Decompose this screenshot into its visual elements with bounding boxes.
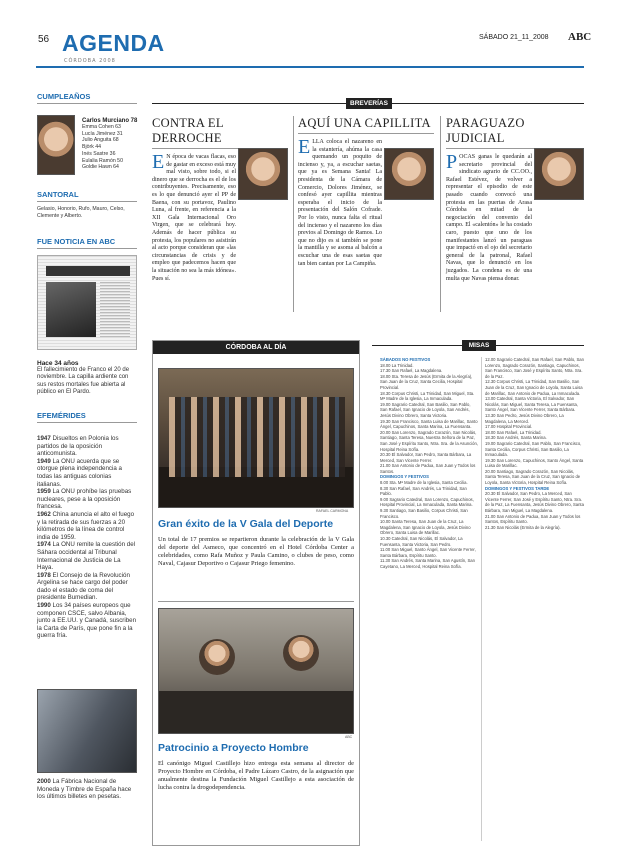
misas-entry: 19.30 San Francisco, Santa Luisa de Marillac, Santo Ángel, Capuchinos, Santa Marina, La Fuensanta. xyxy=(380,418,478,430)
misas-entry: 13.30 San Pedro, Jesús Divino Obrero, La Magdalena, La Merced. xyxy=(485,412,564,424)
misas-entry: 8.00 Sta. Mª Madre de la Iglesia, Santa Cecilia. xyxy=(380,480,468,486)
portrait-rafael-estevez xyxy=(534,148,584,200)
fue-noticia-block xyxy=(37,237,137,249)
efemeride-text: Disueltos en Polonia los partidos de la oposición anticomunista. xyxy=(37,435,119,458)
brief-dropcap: P xyxy=(446,151,458,173)
birthday-5: Inés Sastre 36 xyxy=(82,150,116,157)
misas-entry: 10.00 Santa Teresa, San Juan de la Cruz, La Magdalena, San Ignacio de Loyola, Jesús Divino Obrero, Santa Luisa de Marillac. xyxy=(380,519,471,536)
brief-dropcap: E xyxy=(152,151,165,173)
gala-deporte-photo xyxy=(158,368,354,508)
brief-col-3 xyxy=(446,116,584,283)
fue-noticia-heading: Hace 34 años xyxy=(37,360,79,367)
birthday-list xyxy=(82,118,142,171)
fue-noticia-title: FUE NOTICIA EN ABC xyxy=(37,237,116,246)
efemerides-photo xyxy=(37,689,137,773)
efemeride-year: 1947 xyxy=(37,435,51,442)
misas-entry: 12.30 Corpus Christi, La Trinidad, San Basilio, San Juan de la Cruz, San Ignacio de Loyola, Santa Luisa de Marillac, San Antonio de Padua, La Inmaculada. xyxy=(485,379,583,396)
clipping-headline xyxy=(46,266,130,276)
misas-label: MISAS xyxy=(462,340,496,351)
birthday-1: Emma Cohen 63 xyxy=(82,124,121,130)
photo-credit: RAFAEL CARMONA xyxy=(316,509,349,513)
efemeride-2 xyxy=(37,458,137,488)
portrait-dolores-jimenez xyxy=(384,148,434,200)
abc-logo: ABC xyxy=(568,31,592,43)
efemeride-6 xyxy=(37,572,137,602)
story-text: Un total de 17 premios se repartieron durante la celebración de la V Gala del deporte del Asmeco, que concentró en el Hotel Córdoba Center a celebridades, como Rafa Muñoz y Paula Camino, o clubes de peso, como Naval, Cajasur Deportivo o Cajasur Priego femenino. xyxy=(158,536,354,567)
divider xyxy=(298,133,434,134)
efemeride-4 xyxy=(37,511,137,541)
misas-entry: 11.00 San Miguel, Santo Ángel, San Vicente Ferrer, Santa Bárbara, Espíritu Santo. xyxy=(380,547,476,558)
brief-col-2 xyxy=(298,116,434,268)
section-title: AGENDA xyxy=(62,30,165,56)
efemeride-text: La ONU prohíbe las pruebas nucleares, pese a la oposición francesa. xyxy=(37,488,132,511)
efemeride-1 xyxy=(37,435,137,458)
left-sidebar xyxy=(37,92,137,104)
misas-col-2 xyxy=(485,357,584,841)
misas-entry: SÁBADOS NO FESTIVOS xyxy=(380,357,431,362)
breverias-label: BREVERÍAS xyxy=(346,98,392,109)
photo-table xyxy=(159,691,353,733)
misas-entry: 19.00 Sagrario Catedral, San Pablo, San Francisco, Santa Cecilia, Corpus Christi, San Basilio, La Inmaculada. xyxy=(485,440,582,458)
birthday-6: Eulalia Ramón 50 xyxy=(82,157,123,164)
efemeride-year: 1959 xyxy=(37,488,51,496)
efemeride-text: La ONU acuerda que se otorgue plena independencia a todas las antiguas colonias italianas. xyxy=(37,457,122,488)
misas-entry: 20.30 El Salvador, San Pedro, La Merced, San Vicente Ferrer, San José y Espíritu Santo, Ntra. Sra. de la Paz, La Fuensanta, Jesús Divino Obrero, Santa Bárbara, San Miguel, La Magdalena. xyxy=(485,491,584,514)
efemeride-year: 1974 xyxy=(37,541,51,549)
misas-entry: 9.30 Santiago, San Basilio, Corpus Christi, San Francisco. xyxy=(380,508,468,519)
misas-entry: 8.30 San Rafael, San Andrés, La Trinidad, San Pablo. xyxy=(380,485,467,497)
misas-entry: 19.00 Sagrario Catedral, San Basilio, San Pablo, San Rafael, San Ignacio de Loyola, San Andrés, Jesús Divino Obrero, Santa Victoria. xyxy=(380,401,471,418)
section-subtitle: CÓRDOBA 2008 xyxy=(64,58,116,64)
divider xyxy=(158,601,354,602)
efemerides-block xyxy=(37,411,137,640)
divider xyxy=(37,103,137,104)
misas-entry: 21.00 San Antonio de Padua, San Juan y Todos los Santos. xyxy=(380,463,476,474)
divider xyxy=(37,248,137,249)
efemeride-year: 2000 xyxy=(37,778,51,785)
page-number: 56 xyxy=(38,34,50,45)
brief-text: OCAS ganas le quedarán al secretario provincial del sindicato agrario de CC.OO., Rafael Estévez, de volver a representar el episodio de este pasado cuando convocó una protesta en las puertas de Arasa Córdoba en mitad de la negociación del convenio del campo. El «calentón» le ha costado caro, puesto que uno de los manifestantes lanzó un paraguas que impactó en el ojo del secretario general de la patronal, Rafael Navas, que lo denunció en los juzgados. La condena es de una multa que Navas piensa donar. xyxy=(446,154,532,282)
brief-col-1 xyxy=(152,116,288,283)
efemeride-8 xyxy=(37,778,137,801)
divider xyxy=(37,422,137,423)
divider xyxy=(440,116,441,312)
birthday-3: Julio Anguita 68 xyxy=(82,137,119,144)
brief-dropcap: E xyxy=(298,136,311,158)
photo-crowd xyxy=(169,397,345,477)
featured-birthday: Carlos Murciano 78 xyxy=(82,118,138,124)
brief-title: PARAGUAZO JUDICIAL xyxy=(446,116,525,145)
efemeride-year: 1978 xyxy=(37,571,51,579)
proyecto-hombre-photo xyxy=(158,608,354,734)
cordoba-al-dia-label: CÓRDOBA AL DÍA xyxy=(153,341,359,354)
person-lazaro-castro xyxy=(283,635,319,671)
clipping-text xyxy=(100,282,130,337)
misas-entry: DOMINGOS Y FESTIVOS xyxy=(380,474,429,480)
efemeride-5 xyxy=(37,541,137,571)
birthdays-title: CUMPLEAÑOS xyxy=(37,92,91,101)
efemeride-year: 1962 xyxy=(37,510,51,518)
misas-entry: 18.00 Sta. Teresa de Jesús (Ermita de la Alegría), San Juan de la Cruz, Santa Cecilia, Hospital Provincial. xyxy=(380,373,473,390)
santoral-text: Gelasio, Honorio, Rufo, Mauro, Celso, Clemente y Alberto. xyxy=(37,206,125,219)
santoral-block xyxy=(37,190,137,219)
misas-entry: 12.00 Sagrario Catedral, San Rafael, San Pablo, San Lorenzo, Sagrado Corazón, Santiago, Capuchinos, San Francisco, San José y Espíritu Santo, Ntra. Sra. de la Paz. xyxy=(485,357,584,379)
misas-entry: 17.00 Hospital Provincial. xyxy=(485,424,533,430)
story-headline: Patrocinio a Proyecto Hombre xyxy=(158,742,309,754)
portrait-paulino-luna xyxy=(238,148,288,200)
divider xyxy=(37,201,137,202)
birthday-4: Björk 44 xyxy=(82,144,102,151)
misas-entry: 20.30 El Salvador, San Pedro, Santa Bárbara, La Merced, San Vicente Ferrer. xyxy=(380,452,472,463)
misas-entry: 18.00 San Rafael, La Trinidad. xyxy=(485,429,542,435)
fue-noticia-text-block xyxy=(37,360,137,397)
story-text: El canónigo Miguel Castillejo hizo entrega esta semana al director de Proyecto Hombre en Córdoba, el Padre Lázaro Castro, de la asignación que anualmente destina la Fundación Miguel Castillejo a esta asociación de lucha contra la drogodependencia. xyxy=(158,760,354,791)
misas-entry: 18.00 La Trinidad. xyxy=(380,362,414,368)
efemeride-year: 1990 xyxy=(37,602,51,610)
efemeride-3 xyxy=(37,488,137,511)
misas-entry: 17.30 San Rafael, La Magdalena. xyxy=(380,368,443,374)
brief-text: LLA coloca el nazareno en la estantería, ahúma la casa quemando un poquito de incienso y, ya, a escuchar saetas, que ya es Semana Santa! La presidenta de la Cámara de Comercio, Dolores Jiménez, se confesó ayer capillita mientras esperaba el inicio de la presentación del Salón Cofrade. Por lo visto, nunca falta el ritual del incienso y el nazareno los días previos al Domingo de Ramos. Lo que no dijo es si también se pone la mantilla y se asoma al balcón a escuchar una de esas saetas que tan bien cantan por La Campiña. xyxy=(298,139,382,267)
misas-entry: 11.30 San Andrés, Santa Marina, San Agustín, San Cayetano, La Merced, Hospital Reina Sofía. xyxy=(380,558,475,569)
efemeride-year: 1949 xyxy=(37,457,51,465)
person-castillejo xyxy=(199,639,235,675)
birthday-7: Goldie Hawn 64 xyxy=(82,164,119,171)
misas-col-1 xyxy=(380,357,478,841)
efemeride-7 xyxy=(37,602,137,640)
photo-credit: ABC xyxy=(345,735,353,739)
efemeride-text: Los 34 países europeos que componen CSCE, salvo Albania, junto a EE.UU. y Canadá, suscriben la Carta de París, que pone fin a la guerra fría. xyxy=(37,602,137,640)
misas-entry: 21.00 San Antonio de Padua, San Juan y Todos los Santos, Espíritu Santo. xyxy=(485,513,581,525)
header-rule xyxy=(36,66,584,68)
efemeride-text: La ONU remite la cuestión del Sáhara occidental al Tribunal Internacional de Justicia de La Haya. xyxy=(37,541,136,572)
divider xyxy=(293,116,294,312)
efemeride-text: La Fábrica Nacional de Moneda y Timbre de España hace los últimos billetes en pesetas. xyxy=(37,778,132,801)
misas-entry: 10.30 Catedral, San Nicolás, El Salvador, La Fuensanta, Santa Victoria, San Pedro. xyxy=(380,536,463,547)
divider xyxy=(481,357,482,841)
misas-entry: 18.30 Corpus Christi, La Trinidad, San Miguel, Sta. Mª Madre de la Iglesia, La Inmaculada. xyxy=(380,390,475,402)
clipping-photo xyxy=(46,282,96,337)
misas-entry: DOMINGOS Y FESTIVOS TARDE xyxy=(485,485,550,491)
efemerides-title: EFEMÉRIDES xyxy=(37,411,86,420)
misas-entry: 20.00 San Lorenzo, Sagrado Corazón, San Nicolás, Santiago, Santa Teresa, Nuestra Señora de la Paz, San José y Espíritu Santo, Ntra. Sra. de la Asunción, Hospital Reina Sofía. xyxy=(380,429,478,452)
birthday-2: Lucía Jiménez 31 xyxy=(82,130,123,137)
misas-entry: 20.00 Santiago, Sagrado Corazón, San Nicolás, Santa Teresa, San Juan de la Cruz, San Ignacio de Loyola, Santa Victoria, Hospital Reina Sofía. xyxy=(485,468,581,486)
efemeride-text: El Consejo de la Revolución Argelina se hace cargo del poder dado el estado de coma del presidente Bumedian. xyxy=(37,571,130,602)
brief-text: N época de vacas flacas, eso de gastar en exceso está muy mal visto, sobre todo, si el dinero que se derrocha es el de los contribuyentes. Precisamente, eso es lo que denunció ayer el PP de Baena, con su portavoz, Paulino Luna, al frente, en referencia a la XII Gala Internacional Oro Virgen, que se celebrará hoy. Además de hacer pública su protesta, los populares no asistirán al acto porque consideran que «las circunstancias de crisis y de empleo que padecemos hacen que la situación no sea la más idónea». Pues sí. xyxy=(152,154,236,282)
brief-title: AQUÍ UNA CAPILLITA xyxy=(298,116,431,130)
santoral-title: SANTORAL xyxy=(37,190,79,199)
brief-title: CONTRA EL DERROCHE xyxy=(152,116,224,145)
abc-archive-clipping xyxy=(37,255,137,350)
birthday-portrait xyxy=(37,115,75,175)
story-headline: Gran éxito de la V Gala del Deporte xyxy=(158,518,334,530)
misas-entry: 19.30 San Lorenzo, Capuchinos, Santo Ángel, Santa Luisa de Marillac. xyxy=(485,457,584,469)
efemeride-text: China anuncia el alto el fuego y la retirada de sus fuerzas a 20 kilómetros de la línea de control india de 1959. xyxy=(37,510,135,541)
misas-entry: 21.30 San Nicolás (Ermita de la Alegría). xyxy=(485,524,561,530)
fue-noticia-text: El fallecimiento de Franco el 20 de noviembre. La capilla ardiente con sus restos mortales fue abierta al público en El Pardo. xyxy=(37,367,130,396)
misas-entry: 13.00 Catedral, Santa Victoria, El Salvador, San Nicolás, San Miguel, Santa Teresa, La Fuensanta, Santo Ángel, San Vicente Ferrer, Santa Bárbara. xyxy=(485,396,579,413)
issue-date: SÁBADO 21_11_2008 xyxy=(479,34,549,41)
misas-entry: 9.00 Sagrario Catedral, San Lorenzo, Capuchinos, Hospital Provincial, La Inmaculada, Santa Marina. xyxy=(380,496,474,508)
misas-entry: 18.30 San Andrés, Santa Marina. xyxy=(485,435,547,441)
